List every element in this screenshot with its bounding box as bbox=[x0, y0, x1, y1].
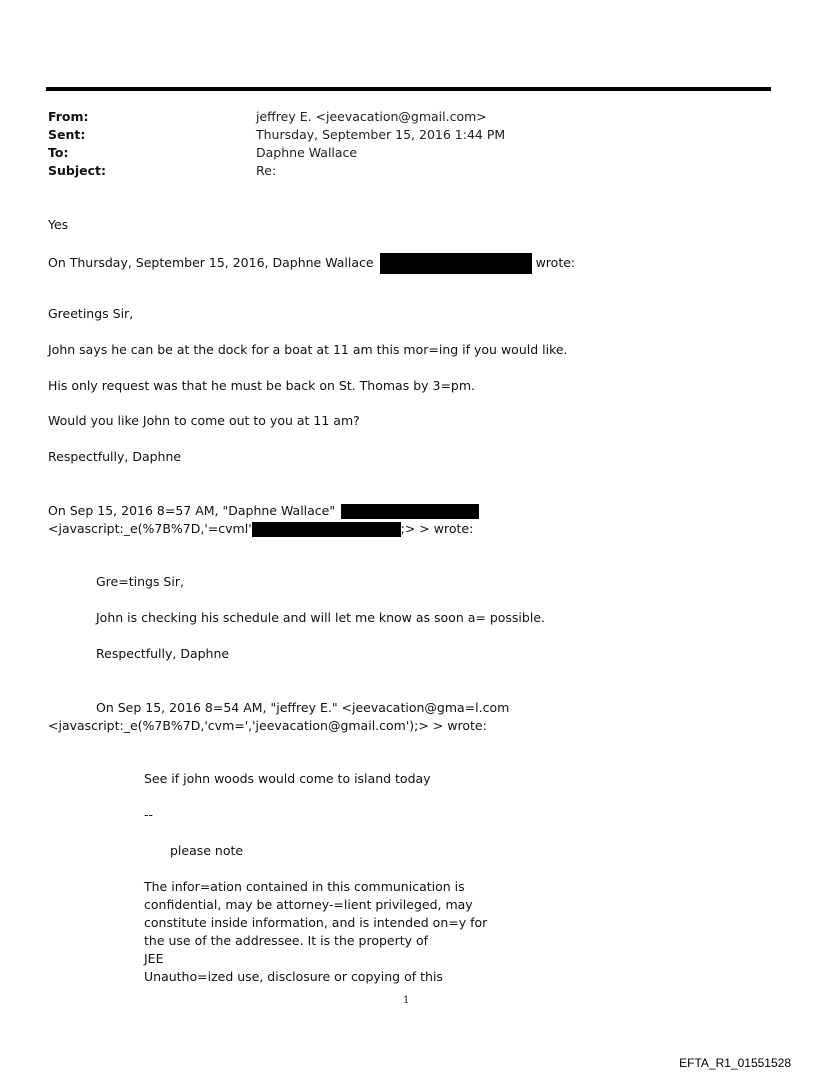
quote1-intro bbox=[48, 253, 575, 274]
signature-2: Respectfully, Daphne bbox=[96, 646, 230, 661]
paragraph-4: John is checking his schedule and will let me know as soon a= possible. bbox=[96, 610, 545, 625]
quote2-line-2-text: <javascript:_e(%7B%7D,'=cvml' bbox=[48, 521, 252, 536]
sent-row bbox=[48, 126, 748, 144]
from-value: jeffrey E. <jeevacation@gmail.com> bbox=[256, 109, 487, 124]
quote2-line-2-wrote: ;> > wrote: bbox=[400, 521, 474, 536]
disclaimer-line: the use of the addressee. It is the property of bbox=[144, 933, 429, 948]
paragraph-3: Would you like John to come out to you at 11 am? bbox=[48, 413, 360, 428]
sent-value: Thursday, September 15, 2016 1:44 PM bbox=[256, 127, 506, 142]
subject-value: Re: bbox=[256, 163, 277, 178]
from-row bbox=[48, 108, 748, 126]
top-rule bbox=[46, 87, 771, 91]
quote1-intro-text: On Thursday, September 15, 2016, Daphne Wallace bbox=[48, 255, 374, 270]
redaction-block bbox=[341, 504, 479, 519]
greeting-2: Gre=tings Sir, bbox=[96, 574, 184, 589]
bates-number: EFTA_R1_01551528 bbox=[679, 1056, 791, 1070]
sent-label: Sent: bbox=[48, 127, 86, 142]
paragraph-5: See if john woods would come to island today bbox=[144, 771, 431, 786]
redaction-block bbox=[380, 253, 532, 274]
disclaimer-line: Unautho=ized use, disclosure or copying of this bbox=[144, 969, 443, 984]
to-row bbox=[48, 144, 748, 162]
disclaimer-line: confidential, may be attorney-=lient privileged, may bbox=[144, 897, 473, 912]
email-header bbox=[48, 108, 748, 180]
paragraph-1: John says he can be at the dock for a boat at 11 am this mor=ing if you would like. bbox=[48, 342, 568, 357]
quote3-line-2: <javascript:_e(%7B%7D,'cvm=','jeevacation@gmail.com');> > wrote: bbox=[48, 718, 487, 733]
quote2-line-2 bbox=[48, 521, 473, 537]
to-label: To: bbox=[48, 145, 69, 160]
subject-row bbox=[48, 162, 748, 180]
page-number: 1 bbox=[403, 995, 410, 1006]
signature-1: Respectfully, Daphne bbox=[48, 449, 182, 464]
paragraph-2: His only request was that he must be back on St. Thomas by 3=pm. bbox=[48, 378, 476, 393]
subject-label: Subject: bbox=[48, 163, 106, 178]
quote1-intro-wrote: wrote: bbox=[535, 255, 576, 270]
disclaimer-line: JEE bbox=[144, 951, 164, 966]
quote3-line-1: On Sep 15, 2016 8=54 AM, "jeffrey E." <jeevacation@gma=l.com bbox=[96, 700, 510, 715]
signature-separator: -- bbox=[144, 807, 154, 822]
to-value: Daphne Wallace bbox=[256, 145, 358, 160]
disclaimer-line: The infor=ation contained in this communication is bbox=[144, 879, 465, 894]
redaction-block bbox=[252, 522, 401, 537]
quote2-line-1 bbox=[48, 503, 479, 519]
greeting-1: Greetings Sir, bbox=[48, 306, 134, 321]
disclaimer-line: constitute inside information, and is intended on=y for bbox=[144, 915, 488, 930]
from-label: From: bbox=[48, 109, 89, 124]
signature-note: please note bbox=[170, 843, 244, 858]
quote2-line-1-text: On Sep 15, 2016 8=57 AM, "Daphne Wallace" bbox=[48, 503, 336, 518]
reply-text: Yes bbox=[48, 217, 69, 232]
